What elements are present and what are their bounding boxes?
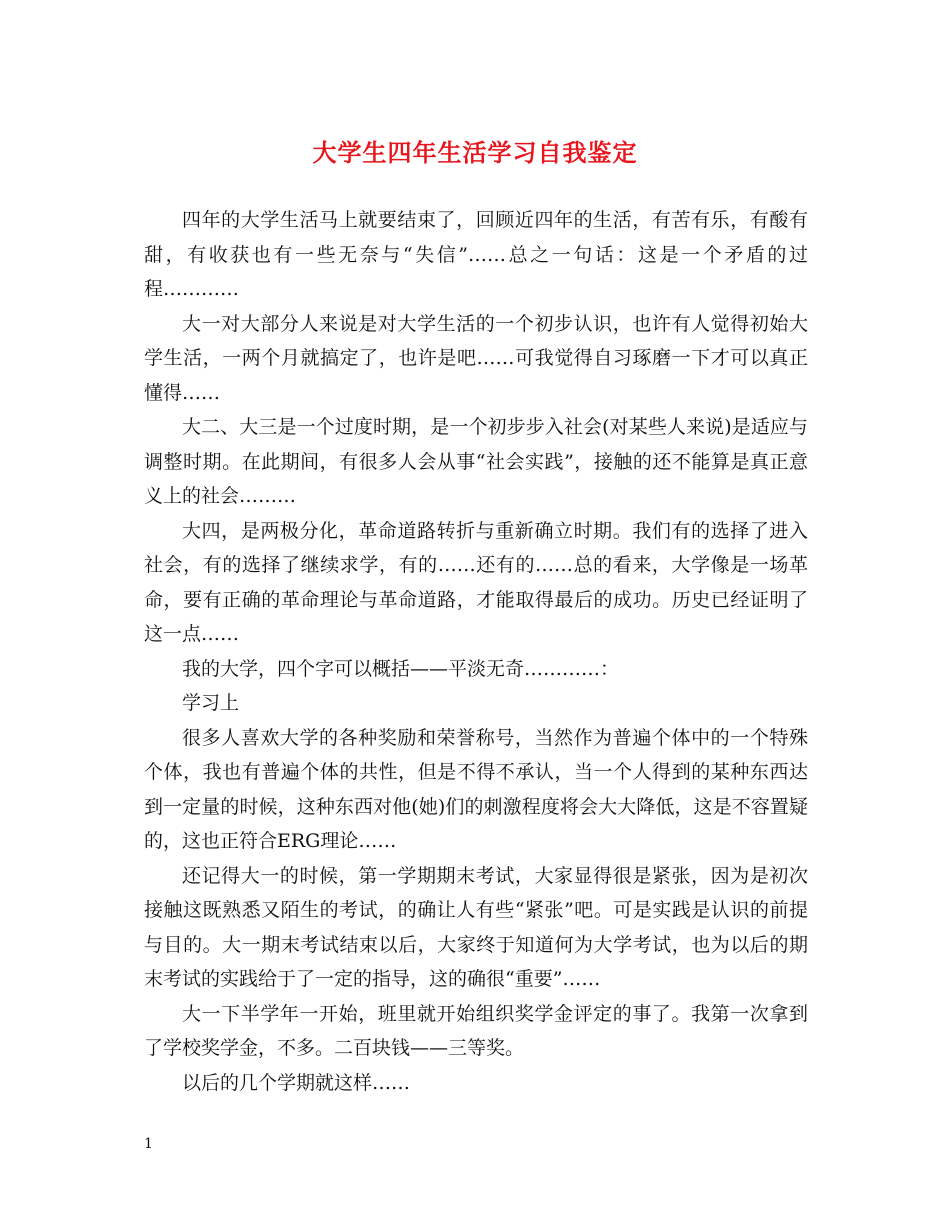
paragraph-first-exam: 还记得大一的时候，第一学期期末考试，大家显得很是紧张，因为是初次接触这既熟悉又陌生的考试，的确让人有些“紧张”吧。可是实践是认识的前提与目的。大一期末考试结束以后，大家终于知道何为大学考试，也为以后的期末考试的实践给于了一定的指导，这的确很“重要”…… xyxy=(144,864,808,990)
document-body xyxy=(144,203,808,1100)
paragraph-year-two-three: 大二、大三是一个过度时期，是一个初步步入社会(对某些人来说)是适应与调整时期。在此期间，有很多人会从事“社会实践”，接触的还不能算是真正意义上的社会……… xyxy=(144,416,808,507)
paragraph-intro: 四年的大学生活马上就要结束了，回顾近四年的生活，有苦有乐，有酸有甜，有收获也有一些无奈与“失信”……总之一句话：这是一个矛盾的过程………… xyxy=(144,209,808,300)
section-heading-study: 学习上 xyxy=(182,692,240,714)
paragraph-year-one: 大一对大部分人来说是对大学生活的一个初步认识，也许有人觉得初始大学生活，一两个月就搞定了，也许是吧……可我觉得自习琢磨一下才可以真正懂得…… xyxy=(144,312,808,404)
paragraph-year-four: 大四，是两极分化，革命道路转折与重新确立时期。我们有的选择了进入社会，有的选择了继续求学，有的……还有的……总的看来，大学像是一场革命，要有正确的革命理论与革命道路，才能取得最后的成功。历史已经证明了这一点…… xyxy=(144,519,808,645)
page-number: 1 xyxy=(144,1136,153,1152)
paragraph-summary: 我的大学，四个字可以概括——平淡无奇…………： xyxy=(182,657,620,680)
paragraph-awards: 很多人喜欢大学的各种奖励和荣誉称号，当然作为普遍个体中的一个特殊个体，我也有普遍个体的共性，但是不得不承认，当一个人得到的某种东西达到一定量的时候，这种东西对他(她)们的刺激程度将会大大降低，这是不容置疑的，这也正符合ERG理论…… xyxy=(144,726,808,852)
paragraph-scholarship: 大一下半学年一开始，班里就开始组织奖学金评定的事了。我第一次拿到了学校奖学金，不多。二百块钱——三等奖。 xyxy=(144,1002,808,1059)
document-title: 大学生四年生活学习自我鉴定 xyxy=(312,138,638,167)
paragraph-later-terms: 以后的几个学期就这样…… xyxy=(182,1071,411,1094)
